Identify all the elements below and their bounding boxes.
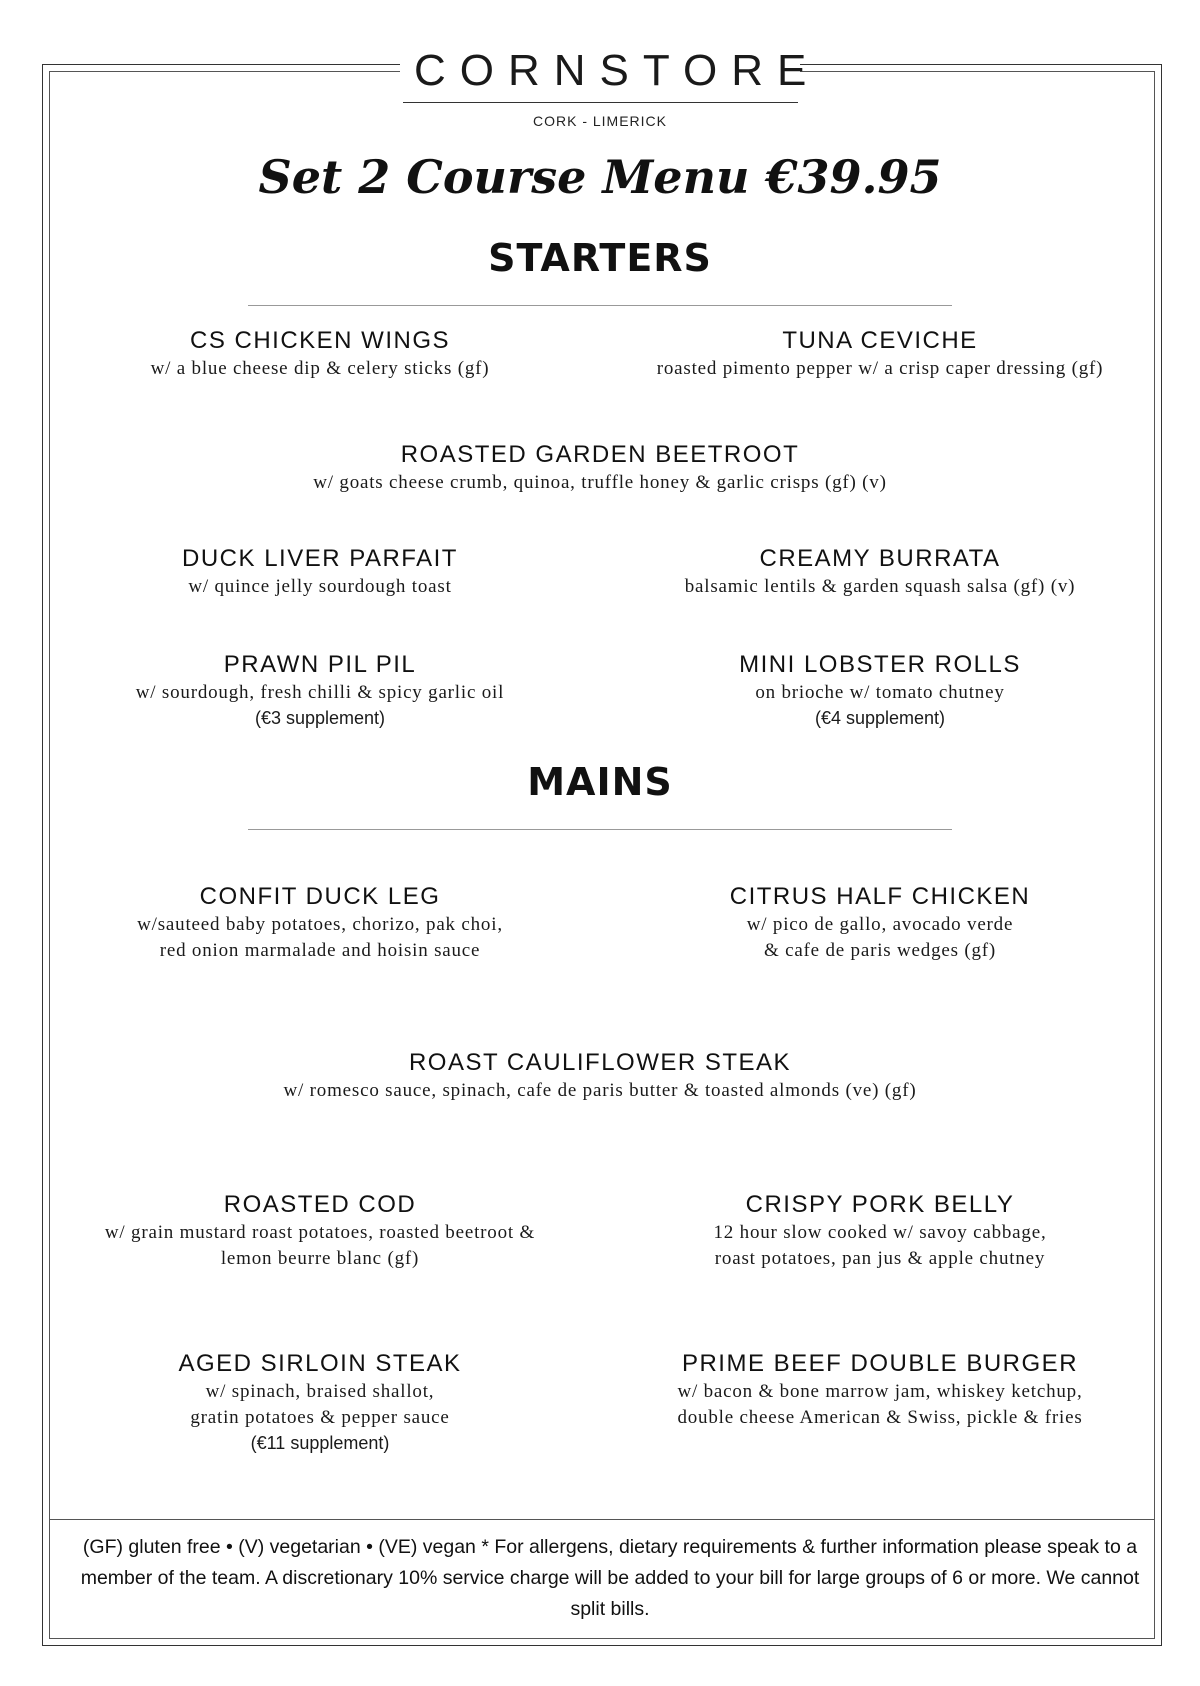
dish-creamy-burrata [610, 544, 1150, 600]
footer-note: (GF) gluten free • (V) vegetarian • (VE) vegan * For allergens, dietary requirements & further information please speak to a member of the team. A discretionary 10% service charge will be added to your bill for large groups of 6 or more. We cannot split bills. [80, 1536, 1140, 1620]
dish-crispy-pork-belly [610, 1190, 1150, 1272]
mains-rule [248, 829, 952, 830]
dish-confit-duck-leg [70, 882, 570, 964]
dish-name: ROASTED GARDEN BEETROOT [400, 441, 800, 468]
dish-description: w/ spinach, braised shallot, gratin potatoes & pepper sauce [190, 1381, 450, 1428]
brand-rule [403, 102, 798, 103]
dish-name: PRIME BEEF DOUBLE BURGER [681, 1350, 1079, 1377]
dish-name: MINI LOBSTER ROLLS [739, 651, 1021, 678]
dish-description: balsamic lentils & garden squash salsa (gf) (v) [684, 576, 1076, 597]
dish-name: ROAST CAULIFLOWER STEAK [408, 1049, 792, 1076]
starters-rule [248, 305, 952, 306]
dish-name: CREAMY BURRATA [759, 545, 1001, 572]
dish-cs-chicken-wings [70, 326, 570, 382]
dish-name: CS CHICKEN WINGS [189, 327, 450, 354]
dish-supplement: (€3 supplement) [254, 708, 386, 728]
dish-aged-sirloin-steak [70, 1349, 570, 1455]
dish-name: DUCK LIVER PARFAIT [182, 545, 458, 572]
dish-roasted-cod [70, 1190, 570, 1272]
dish-description: w/ goats cheese crumb, quinoa, truffle honey & garlic crisps (gf) (v) [313, 472, 887, 493]
dish-description: w/ pico de gallo, avocado verde & cafe de paris wedges (gf) [746, 914, 1014, 961]
dish-name: TUNA CEVICHE [782, 327, 978, 354]
dish-roasted-garden-beetroot [80, 440, 1120, 496]
dish-description: w/ romesco sauce, spinach, cafe de paris butter & toasted almonds (ve) (gf) [283, 1080, 917, 1101]
dish-name: AGED SIRLOIN STEAK [178, 1350, 462, 1377]
dish-description: w/ grain mustard roast potatoes, roasted beetroot & lemon beurre blanc (gf) [104, 1222, 536, 1269]
brand-logo: CORNSTORE [414, 46, 821, 95]
menu-title: Set 2 Course Menu €39.95 [258, 150, 942, 204]
dish-roast-cauliflower-steak [80, 1048, 1120, 1104]
starters-heading: STARTERS [488, 236, 712, 280]
dish-description: w/ bacon & bone marrow jam, whiskey ketchup, double cheese American & Swiss, pickle & fries [677, 1381, 1083, 1428]
mains-heading: MAINS [527, 760, 673, 804]
brand-locations: CORK - LIMERICK [532, 113, 667, 129]
dish-description: w/ a blue cheese dip & celery sticks (gf) [150, 358, 490, 379]
dish-supplement: (€11 supplement) [250, 1433, 390, 1453]
dish-description: 12 hour slow cooked w/ savoy cabbage, roast potatoes, pan jus & apple chutney [713, 1222, 1047, 1269]
dish-citrus-half-chicken [610, 882, 1150, 964]
dish-name: CONFIT DUCK LEG [199, 883, 441, 910]
dish-prawn-pil-pil [70, 650, 570, 730]
dish-name: CRISPY PORK BELLY [745, 1191, 1015, 1218]
dish-mini-lobster-rolls [610, 650, 1150, 730]
dish-tuna-ceviche [610, 326, 1150, 382]
dish-description: w/ sourdough, fresh chilli & spicy garlic oil [135, 682, 505, 703]
dish-supplement: (€4 supplement) [814, 708, 946, 728]
dish-prime-beef-double-burger [610, 1349, 1150, 1431]
dish-duck-liver-parfait [70, 544, 570, 600]
dish-name: PRAWN PIL PIL [223, 651, 417, 678]
brand-header [400, 38, 821, 129]
dish-description: w/sauteed baby potatoes, chorizo, pak choi, red onion marmalade and hoisin sauce [137, 914, 503, 961]
footer-rule [49, 1519, 1155, 1520]
dish-description: w/ quince jelly sourdough toast [188, 576, 452, 597]
dish-description: roasted pimento pepper w/ a crisp caper dressing (gf) [656, 358, 1104, 379]
dish-description: on brioche w/ tomato chutney [755, 682, 1005, 703]
dish-name: CITRUS HALF CHICKEN [729, 883, 1031, 910]
dish-name: ROASTED COD [223, 1191, 417, 1218]
